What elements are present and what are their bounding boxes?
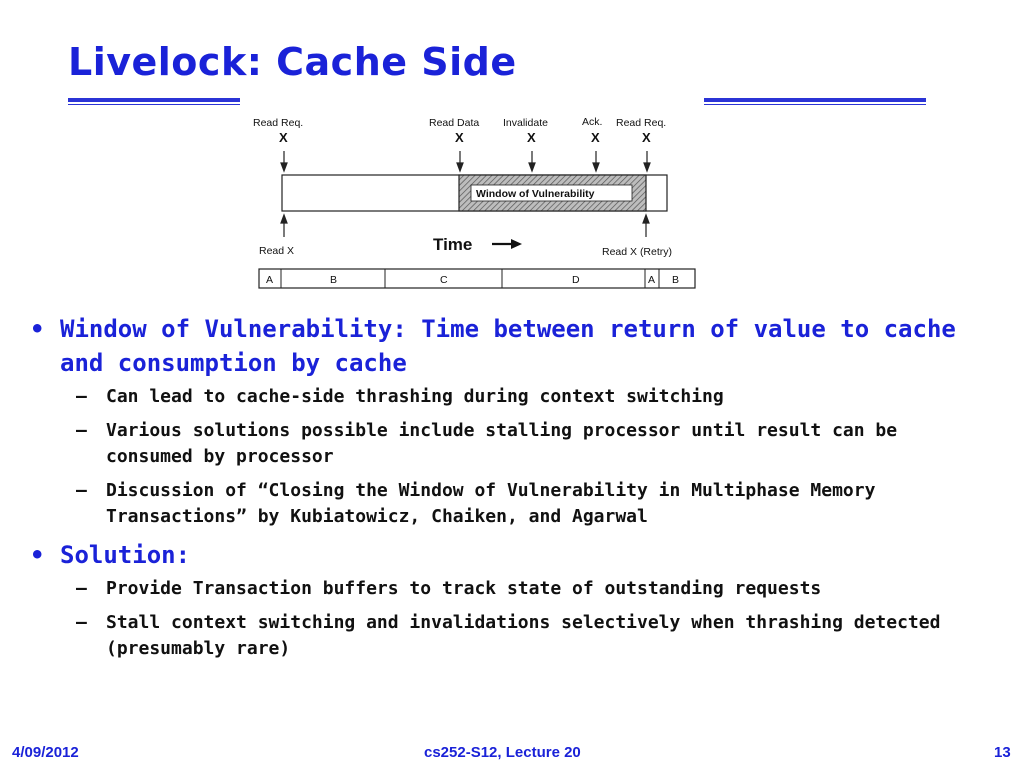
sub-bullet: [30, 610, 990, 662]
label-read-req-1: Read Req.: [253, 117, 304, 129]
label-invalidate: Invalidate: [503, 117, 548, 129]
sub-bullet: [30, 418, 990, 470]
x-mark-5: X: [642, 130, 651, 145]
x-mark-4: X: [591, 130, 600, 145]
sub-bullet-text: Discussion of “Closing the Window of Vulnerability in Multiphase Memory Transactions” by Kubiatowicz, Chaiken, and Agarwal: [106, 480, 876, 527]
x-mark-3: X: [527, 130, 536, 145]
bullet-dot: •: [30, 315, 45, 343]
sub-bullet: [30, 478, 990, 530]
dash: –: [76, 578, 87, 599]
slide-title: Livelock: Cache Side: [68, 40, 517, 84]
label-read-x-retry: Read X (Retry): [602, 246, 673, 258]
label-ack: Ack.: [582, 116, 603, 128]
label-read-x: Read X: [259, 245, 295, 257]
dash: –: [76, 480, 87, 501]
down-arrows: [281, 151, 650, 171]
bullet-text: Solution:: [60, 541, 191, 569]
dash: –: [76, 420, 87, 441]
label-read-req-2: Read Req.: [616, 117, 667, 129]
bullet-text: Window of Vulnerability: Time between return of value to cache and consumption by cache: [60, 315, 956, 377]
up-arrows: [281, 215, 649, 237]
dash: –: [76, 612, 87, 633]
sub-bullet-text: Various solutions possible include stalling processor until result can be consumed by processor: [106, 420, 898, 467]
phase-b-2: B: [672, 274, 680, 286]
window-label: Window of Vulnerability: [476, 188, 595, 200]
footer-course: cs252-S12, Lecture 20: [424, 744, 581, 761]
dash: –: [76, 386, 87, 407]
bullet-window-of-vulnerability: [30, 312, 990, 380]
x-mark-1: X: [279, 130, 288, 145]
bullet-solution: [30, 538, 990, 572]
x-mark-2: X: [455, 130, 464, 145]
phase-a-2: A: [648, 274, 656, 286]
time-arrow: [492, 239, 522, 249]
sub-bullet-text: Stall context switching and invalidations selectively when thrashing detected (presumably rare): [106, 612, 941, 659]
label-time: Time: [433, 235, 473, 254]
bullet-list: [30, 312, 990, 670]
phase-a-1: A: [266, 274, 274, 286]
phase-d: D: [572, 274, 580, 286]
sub-bullet: [30, 576, 990, 602]
footer-page-number: 13: [994, 744, 1011, 761]
sub-bullet-text: Provide Transaction buffers to track state of outstanding requests: [106, 578, 822, 599]
phase-bar: [259, 269, 695, 288]
footer-date: 4/09/2012: [12, 744, 79, 761]
sub-bullet: [30, 384, 990, 410]
label-read-data: Read Data: [429, 117, 480, 129]
livelock-timeline-figure: [245, 105, 700, 290]
bullet-dot: •: [30, 541, 45, 569]
phase-c: C: [440, 274, 448, 286]
phase-b-1: B: [330, 274, 338, 286]
sub-bullet-text: Can lead to cache-side thrashing during context switching: [106, 386, 724, 407]
